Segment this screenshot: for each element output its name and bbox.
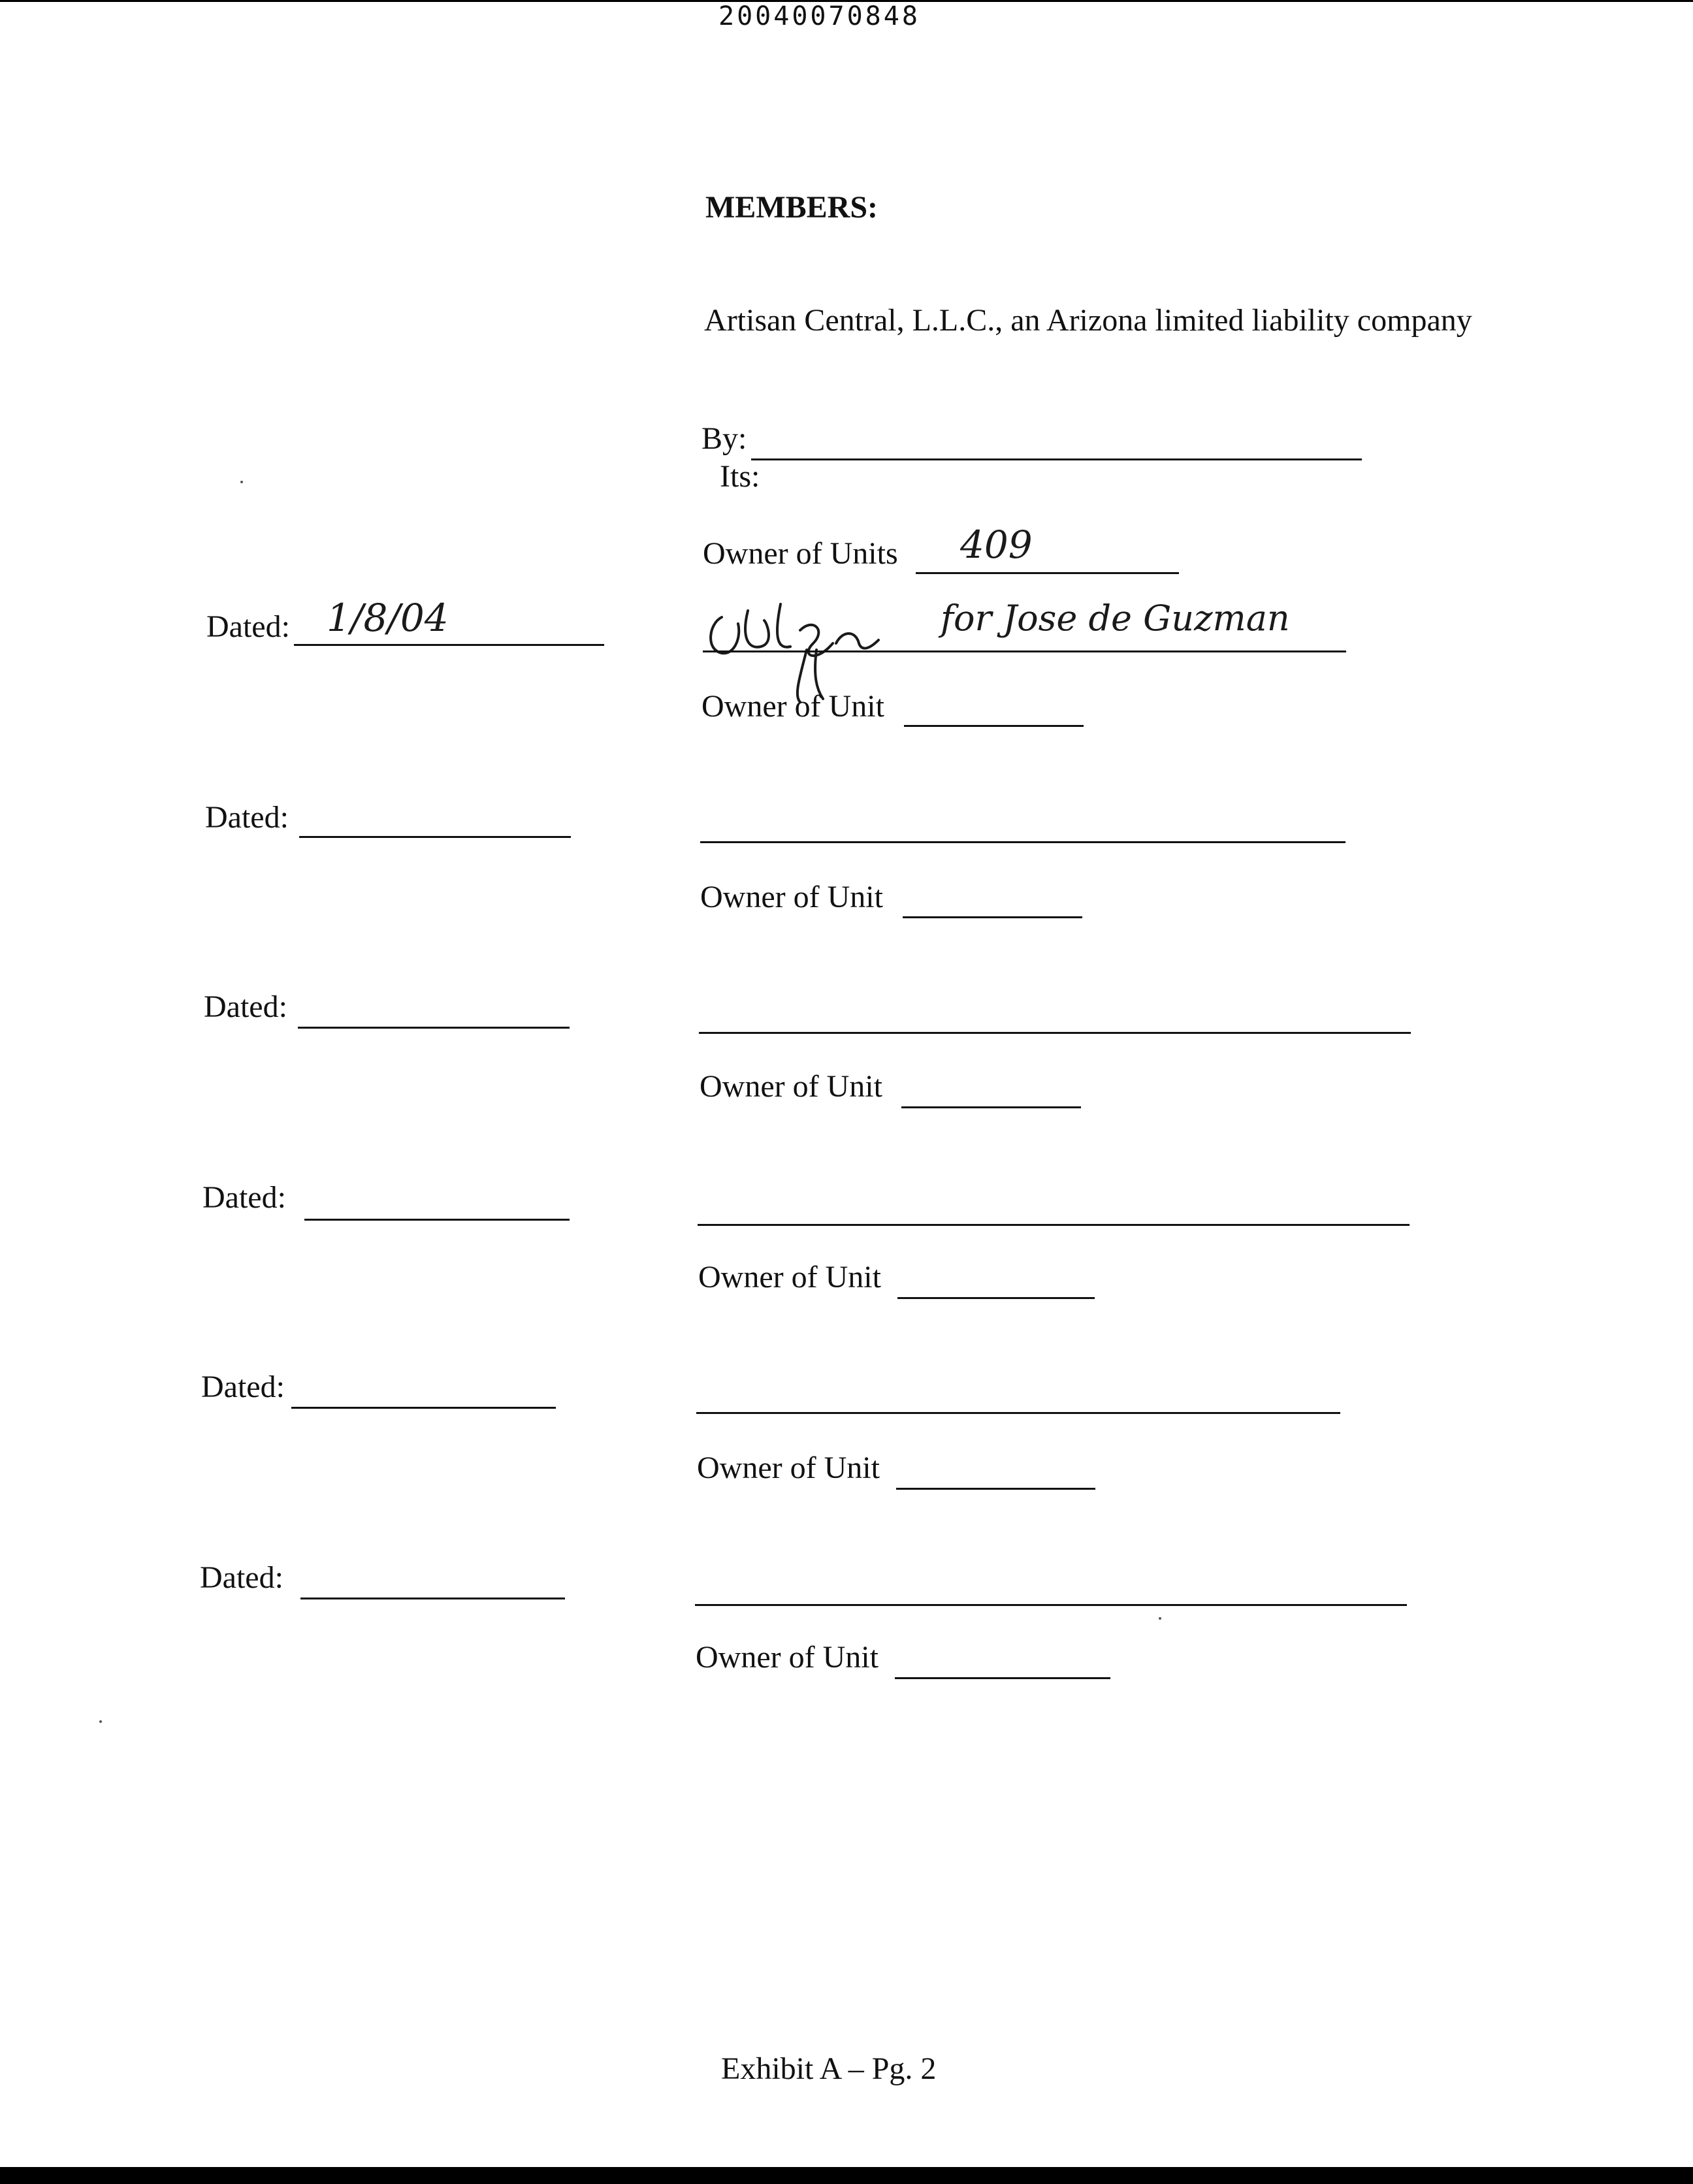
dated-line [298,1027,570,1029]
signature-line [700,841,1346,843]
owner-unit-label: Owner of Unit [696,1640,879,1675]
page-footer: Exhibit A – Pg. 2 [721,2051,937,2086]
owner-unit-label: Owner of Unit [700,1069,882,1104]
scan-speck [240,481,243,483]
its-label: Its: [720,459,760,494]
owner-unit-label: Owner of Unit [700,880,883,914]
scan-bottom-edge [0,2167,1693,2184]
owner-unit-line [904,725,1084,727]
owner-unit-line [903,916,1082,918]
owner-unit-label: Owner of Unit [698,1260,881,1294]
dated-label: Dated: [200,1560,283,1595]
owner-unit-line [896,1488,1095,1490]
dated-label: Dated: [205,800,289,835]
signature-line [698,1224,1410,1226]
dated-line [291,1407,556,1409]
owner-unit-label: Owner of Unit [697,1451,880,1485]
signature-line [696,1412,1340,1414]
owner-unit-label: Owner of Unit [701,689,884,724]
owner-units-value: 409 [960,522,1033,567]
owner-units-line [916,572,1179,574]
dated-label: Dated: [206,609,290,644]
company-description: Artisan Central, L.L.C., an Arizona limited liability company [704,303,1472,338]
dated-label: Dated: [202,1180,286,1215]
owner-unit-line [897,1297,1095,1299]
by-label: By: [701,421,747,456]
document-number: 20040070848 [718,1,920,31]
dated-label: Dated: [201,1370,285,1404]
signature-line [699,1032,1411,1034]
by-signature-line [751,458,1362,460]
dated-line [299,836,571,838]
scan-speck [99,1720,102,1723]
signature-line [703,650,1346,652]
members-heading: MEMBERS: [705,190,878,225]
signature-line [695,1604,1407,1606]
dated-line [294,644,604,646]
dated-line [304,1219,570,1221]
owner-unit-line [901,1106,1081,1108]
owner-unit-line [895,1677,1110,1679]
scan-speck [1159,1617,1161,1620]
dated-handwritten-value: 1/8/04 [327,596,449,640]
owner-units-label: Owner of Units [703,536,898,571]
dated-line [300,1598,565,1599]
signature-text: for Jose de Guzman [941,598,1290,639]
dated-label: Dated: [204,989,287,1024]
